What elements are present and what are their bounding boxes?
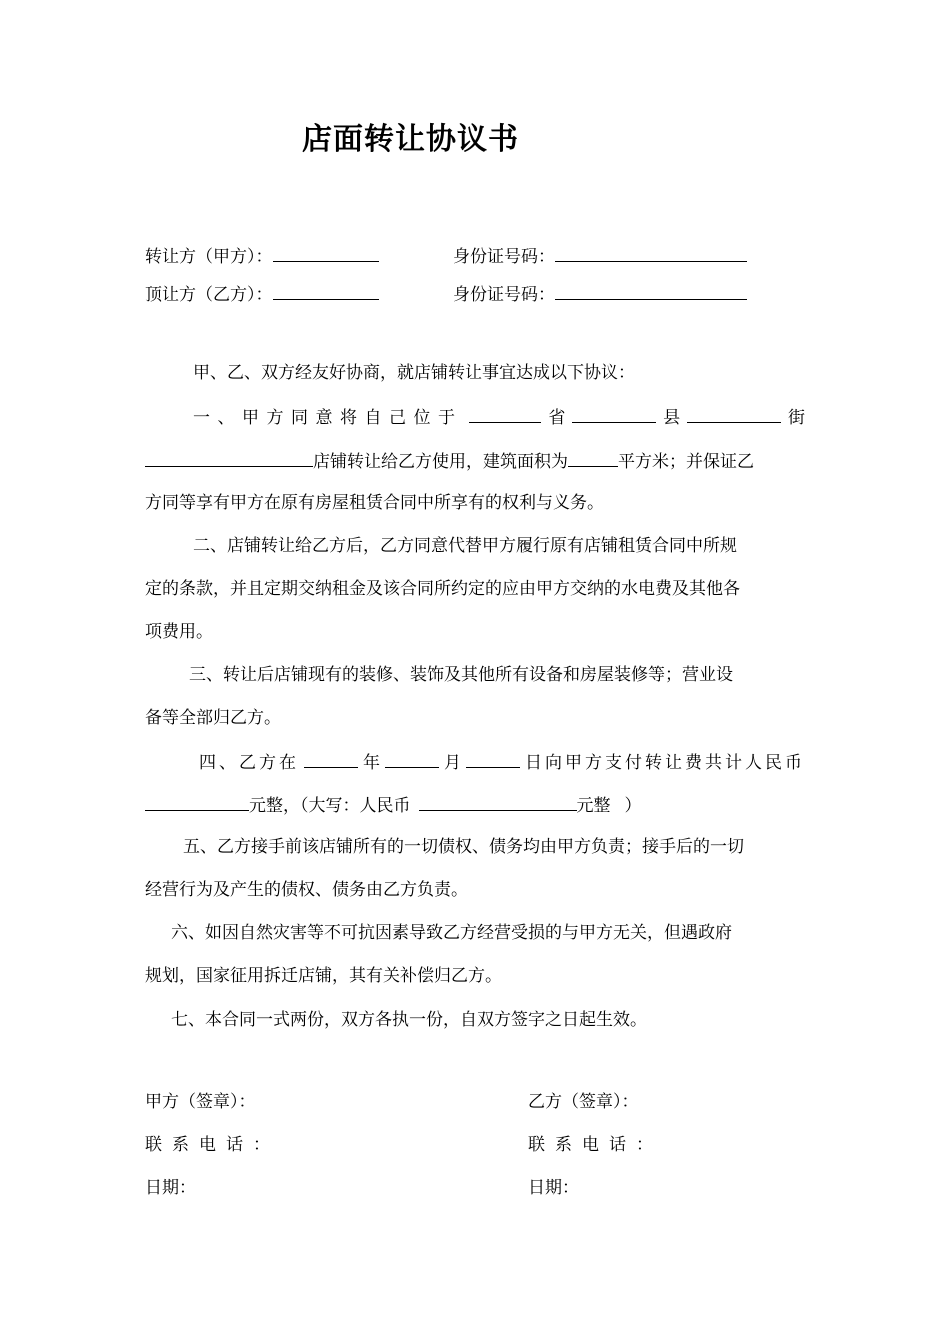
transferor-id-label: 身份证号码： xyxy=(453,247,555,267)
clause-1-line-1 xyxy=(193,404,805,430)
clause-2-line-3: 项费用。 xyxy=(145,622,213,642)
transferor-name-blank[interactable] xyxy=(273,243,379,262)
payment-day-blank[interactable] xyxy=(466,749,520,768)
party-a-phone: 联系电话： xyxy=(145,1135,280,1155)
county-blank[interactable] xyxy=(572,404,656,423)
clause-3-line-2: 备等全部归乙方。 xyxy=(145,708,281,728)
clause-4-text-2: 日向甲方支付转让费共计人民币 xyxy=(525,753,805,773)
clause-5-line-1: 五、乙方接手前该店铺所有的一切债权、债务均由甲方负责；接手后的一切 xyxy=(183,837,744,857)
clause-4-line-1 xyxy=(199,749,805,775)
clause-3-line-1: 三、转让后店铺现有的装修、装饰及其他所有设备和房屋装修等；营业设 xyxy=(189,665,733,685)
transferee-line xyxy=(145,281,379,307)
fee-close: ） xyxy=(624,796,642,816)
clause-5-line-2: 经营行为及产生的债权、债务由乙方负责。 xyxy=(145,880,468,900)
party-b-date: 日期： xyxy=(528,1178,579,1198)
payment-month-blank[interactable] xyxy=(385,749,439,768)
clause-1-line-2 xyxy=(145,448,754,474)
clause-1-line-3: 方同等享有甲方在原有房屋租赁合同中所享有的权利与义务。 xyxy=(145,493,604,513)
county-label: 县 xyxy=(663,408,681,428)
transferor-id-line xyxy=(453,243,747,269)
month-label: 月 xyxy=(444,753,461,773)
clause-2-line-1: 二、店铺转让给乙方后，乙方同意代替甲方履行原有店铺租赁合同中所规 xyxy=(193,536,737,556)
clause-1-text-2: 店铺转让给乙方使用，建筑面积为 xyxy=(313,452,568,472)
document-title: 店面转让协议书 xyxy=(302,122,519,157)
transferee-name-blank[interactable] xyxy=(273,281,379,300)
party-b-phone: 联系电话： xyxy=(528,1135,663,1155)
clause-7: 七、本合同一式两份，双方各执一份，自双方签字之日起生效。 xyxy=(171,1010,647,1030)
transferor-line xyxy=(145,243,379,269)
clause-6-line-1: 六、如因自然灾害等不可抗因素导致乙方经营受损的与甲方无关，但遇政府 xyxy=(171,923,732,943)
transferee-id-label: 身份证号码： xyxy=(453,285,555,305)
transferee-id-blank[interactable] xyxy=(555,281,747,300)
clause-6-line-2: 规划，国家征用拆迁店铺，其有关补偿归乙方。 xyxy=(145,966,502,986)
fee-text-2: 元整 xyxy=(576,796,611,816)
fee-amount-words-blank[interactable] xyxy=(419,792,577,811)
intro-paragraph: 甲、乙、双方经友好协商，就店铺转让事宜达成以下协议： xyxy=(193,363,635,383)
clause-4-line-2 xyxy=(145,792,642,818)
province-label: 省 xyxy=(548,408,566,428)
area-blank[interactable] xyxy=(568,448,618,467)
transferee-label: 顶让方（乙方）： xyxy=(145,285,273,305)
street-blank[interactable] xyxy=(687,404,781,423)
clause-1-text-1: 一、甲方同意将自己位于 xyxy=(193,408,463,428)
province-blank[interactable] xyxy=(469,404,541,423)
party-a-date: 日期： xyxy=(145,1178,196,1198)
transferor-id-blank[interactable] xyxy=(555,243,747,262)
area-unit-text: 平方米；并保证乙 xyxy=(618,452,754,472)
fee-text: 元整，（大写：人民币 xyxy=(249,796,411,816)
clause-2-line-2: 定的条款，并且定期交纳租金及该合同所约定的应由甲方交纳的水电费及其他各 xyxy=(145,579,740,599)
clause-4-text-1: 四、乙方在 xyxy=(199,753,299,773)
party-b-signature: 乙方（签章）： xyxy=(528,1092,639,1112)
payment-year-blank[interactable] xyxy=(304,749,358,768)
party-a-signature: 甲方（签章）： xyxy=(145,1092,256,1112)
transferee-id-line xyxy=(453,281,747,307)
street-address-blank[interactable] xyxy=(145,448,313,467)
year-label: 年 xyxy=(363,753,380,773)
street-label: 街 xyxy=(787,408,805,428)
fee-amount-blank[interactable] xyxy=(145,792,249,811)
transferor-label: 转让方（甲方）： xyxy=(145,247,273,267)
